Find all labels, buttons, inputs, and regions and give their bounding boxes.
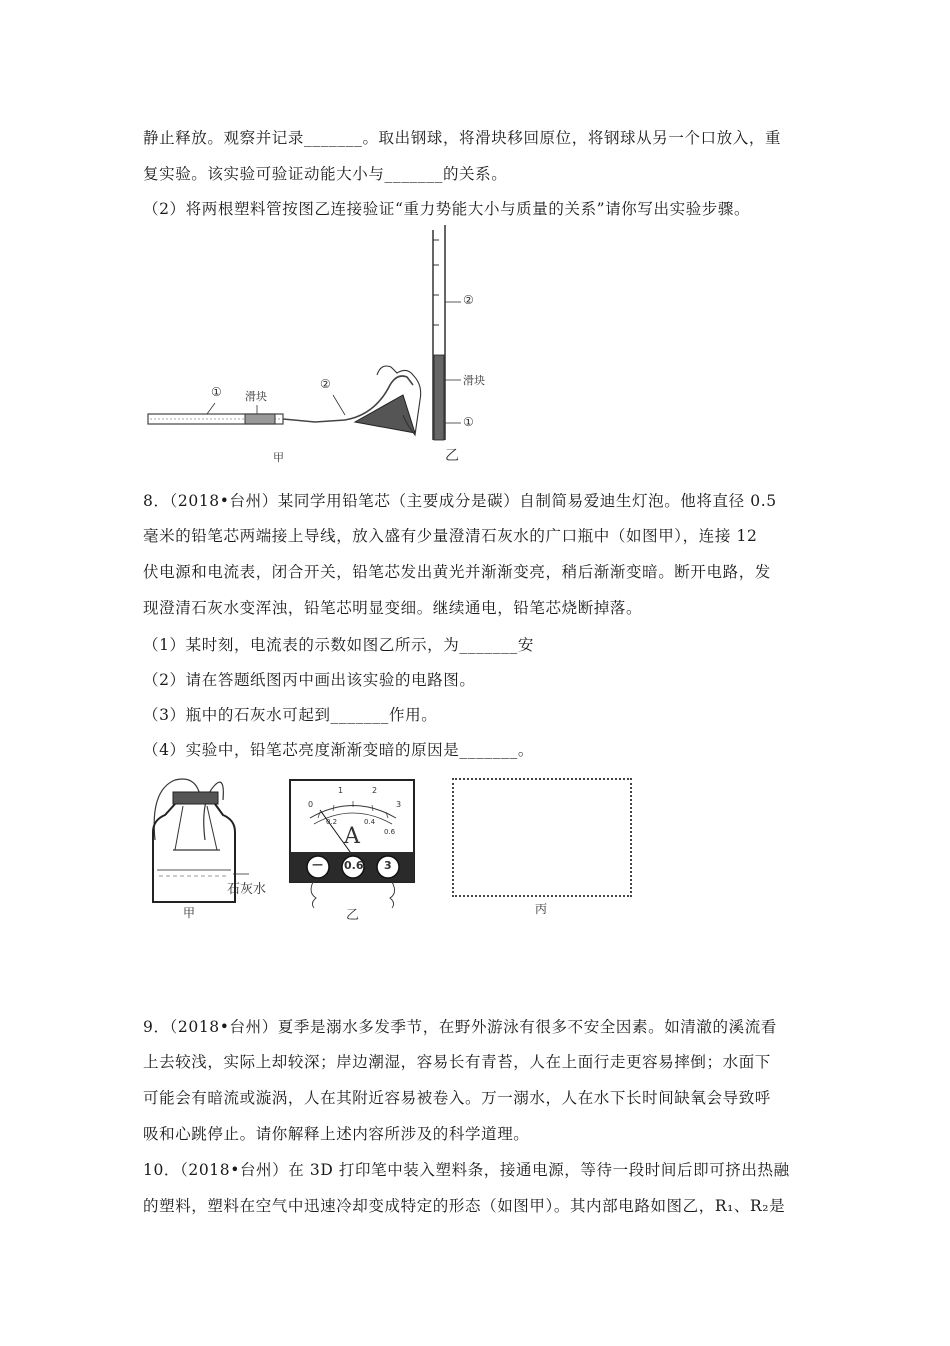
tube-label-2-vertical: ② [463, 293, 474, 307]
q9-text-line-4: 吸和心跳停止。请你解释上述内容所涉及的科学道理。 [143, 1125, 530, 1143]
circuit-drawing-area [452, 778, 632, 897]
q9-text-line-3: 可能会有暗流或漩涡，人在其附近容易被卷入。万一溺水，人在水下长时间缺氧会导致呼 [143, 1089, 771, 1107]
caption-yi-8: 乙 [346, 908, 360, 923]
q8-subquestion-3: （3）瓶中的石灰水可起到_______作用。 [143, 706, 438, 724]
scale-1: 1 [338, 786, 344, 795]
q8-text-line-2: 毫米的铅笔芯两端接上导线，放入盛有少量澄清石灰水的广口瓶中（如图甲），连接 12 [143, 527, 758, 545]
tube-label-1-vertical: ① [463, 415, 474, 429]
ammeter-symbol: A [344, 824, 360, 849]
q8-subquestion-1: （1）某时刻，电流表的示数如图乙所示，为_______安 [143, 636, 534, 654]
q9-text-line-1: 9．（2018•台州）夏季是溺水多发季节，在野外游泳有很多不安全因素。如清澈的溪流看 [143, 1018, 777, 1036]
q7-figure-tubes [145, 225, 515, 465]
terminal-3: 3 [384, 859, 392, 872]
scale-3: 3 [396, 800, 402, 809]
q10-text-line-2: 的塑料，塑料在空气中迅速冷却变成特定的形态（如图甲）。其内部电路如图乙，R₁、R₂是 [143, 1197, 786, 1215]
caption-jia: 甲 [273, 451, 284, 464]
scale-06: 0.6 [384, 828, 396, 836]
scale-2: 2 [372, 786, 378, 795]
limewater-label: 石灰水 [227, 882, 267, 897]
tube-diagram [145, 225, 515, 465]
q7-text-line-1: 静止释放。观察并记录_______。取出钢球，将滑块移回原位，将钢球从另一个口放入，重 [143, 129, 782, 147]
q8-text-line-1: 8．（2018•台州）某同学用铅笔芯（主要成分是碳）自制简易爱迪生灯泡。他将直径 0.5 [143, 492, 777, 510]
q9-text-line-2: 上去较浅，实际上却较深；岸边潮湿，容易长有青苔，人在上面行走更容易摔倒；水面下 [143, 1053, 771, 1071]
terminal-minus: — [312, 858, 323, 871]
scale-02: 0.2 [326, 818, 338, 826]
q8-figure-bottle [145, 770, 275, 920]
q8-subquestion-4: （4）实验中，铅笔芯亮度渐渐变暗的原因是_______。 [143, 741, 534, 759]
slider-label-horizontal: 滑块 [245, 390, 267, 403]
slider-label-vertical: 滑块 [463, 374, 485, 387]
q7-text-line-3: （2）将两根塑料管按图乙连接验证“重力势能大小与质量的关系”请你写出实验步骤。 [143, 200, 751, 218]
terminal-0-6: 0.6 [344, 859, 364, 872]
scale-04: 0.4 [364, 818, 376, 826]
caption-jia-8: 甲 [183, 906, 196, 920]
bottle-diagram [145, 770, 275, 920]
q8-text-line-3: 伏电源和电流表，闭合开关，铅笔芯发出黄光并渐渐变亮，稍后渐渐变暗。断开电路，发 [143, 563, 771, 581]
tube-label-2: ② [320, 377, 331, 391]
tube-label-1: ① [211, 385, 222, 399]
q8-figure-blank-box [452, 778, 632, 918]
q10-text-line-1: 10．（2018•台州）在 3D 打印笔中装入塑料条，接通电源，等待一段时间后即可挤出热融 [143, 1161, 790, 1179]
caption-yi: 乙 [445, 448, 459, 464]
scale-0: 0 [308, 800, 314, 809]
q8-subquestion-2: （2）请在答题纸图丙中画出该实验的电路图。 [143, 671, 476, 689]
q8-text-line-4: 现澄清石灰水变浑浊，铅笔芯明显变细。继续通电，铅笔芯烧断掉落。 [143, 599, 643, 617]
q8-figure-ammeter [288, 778, 418, 923]
q7-text-line-2: 复实验。该实验可验证动能大小与_______的关系。 [143, 165, 508, 183]
caption-bing: 丙 [535, 902, 548, 916]
